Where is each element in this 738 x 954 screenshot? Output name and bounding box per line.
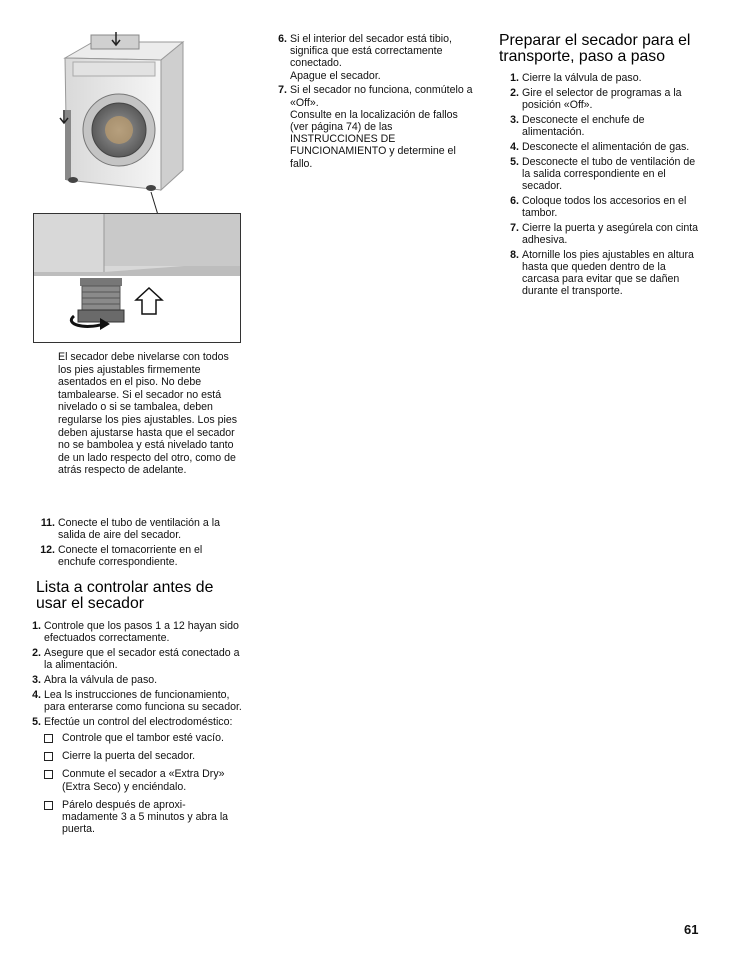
list-item: 5. Efectúe un control del electrodoméstico: Controle que el tambor esté vacío. Cierre la puerta del secador. Conmute el secador a «Extra Dry» (Extra Seco) y enciéndalo. Párelo después de aproxi- madamente 3 a 5 minutos y abra la puerta. <box>22 716 242 836</box>
left-steps-list <box>36 517 242 571</box>
checklist-heading: Lista a controlar antes de usar el secador <box>36 579 214 612</box>
checkbox-icon <box>44 734 53 743</box>
list-item: 7. Si el secador no funciona, conmútelo a «Off». Consulte en la localización de fallos (ver página 74) de las INSTRUCCIONES DE FUNCIONAMIENTO y determine el fallo. <box>278 84 473 170</box>
page-number: 61 <box>684 922 699 937</box>
list-item: 2. Asegure que el secador está conectado a la alimentación. <box>32 647 240 672</box>
transport-steps-list <box>500 72 704 300</box>
list-item: 2. Gire el selector de programas a la posición «Off». <box>510 86 682 111</box>
checklist-item: Párelo después de aproxi- madamente 3 a 5 minutos y abra la puerta. <box>44 799 242 836</box>
list-item: 7. Cierre la puerta y asegúrela con cinta adhesiva. <box>510 221 699 246</box>
list-item: 3. Desconecte el enchufe de alimentación. <box>510 113 645 138</box>
checkbox-list <box>44 732 242 835</box>
checklist-item: Cierre la puerta del secador. <box>44 750 242 762</box>
checkbox-icon <box>44 752 53 761</box>
list-item: 5. Desconecte el tubo de ventilación de la salida correspondiente en el secador. <box>510 155 696 192</box>
list-item: 4. Lea ls instrucciones de funcionamiento, para enterarse como funciona su secador. <box>32 688 242 713</box>
leveling-foot-illustration <box>33 213 241 343</box>
list-item: 4. Desconecte el alimentación de gas. <box>510 140 690 153</box>
dryer-illustration <box>33 30 243 215</box>
middle-steps-list <box>268 33 474 172</box>
checklist-steps-list <box>22 620 242 841</box>
checklist-item: Controle que el tambor esté vacío. <box>44 732 242 744</box>
list-item: 6. Si el interior del secador está tibio, significa que está correctamente conectado. Apague el secador. <box>278 33 452 82</box>
leveling-paragraph: El secador debe nivelarse con todos los pies ajustables firmemente asentados en el piso. No debe tambalearse. Si el secador no está nivelado o si se tambalea, deben regularse los pies ajustables. Los pies deben ajustarse hasta que el secador no se bambolea y está nivelado tanto de un lado respecto del otro, como de atrás respecto de adelante. <box>58 351 238 477</box>
list-item: 8. Atornille los pies ajustables en altura hasta que queden dentro de la carcasa para evitar que se dañen durante el transporte. <box>510 248 694 298</box>
checklist-item: Conmute el secador a «Extra Dry» (Extra Seco) y enciéndalo. <box>44 768 242 792</box>
list-item: 12. Conecte el tomacorriente en el enchufe correspondiente. <box>40 544 203 569</box>
list-item: 11. Conecte el tubo de ventilación a la salida de aire del secador. <box>40 517 220 542</box>
checkbox-icon <box>44 801 53 810</box>
list-item: 3. Abra la válvula de paso. <box>32 674 158 686</box>
transport-heading: Preparar el secador para el transporte, paso a paso <box>499 32 691 65</box>
list-item: 6. Coloque todos los accesorios en el tambor. <box>510 194 687 219</box>
list-item: 1. Cierre la válvula de paso. <box>510 72 642 84</box>
list-item: 1. Controle que los pasos 1 a 12 hayan sido efectuados correctamente. <box>32 620 239 645</box>
checkbox-icon <box>44 770 53 779</box>
